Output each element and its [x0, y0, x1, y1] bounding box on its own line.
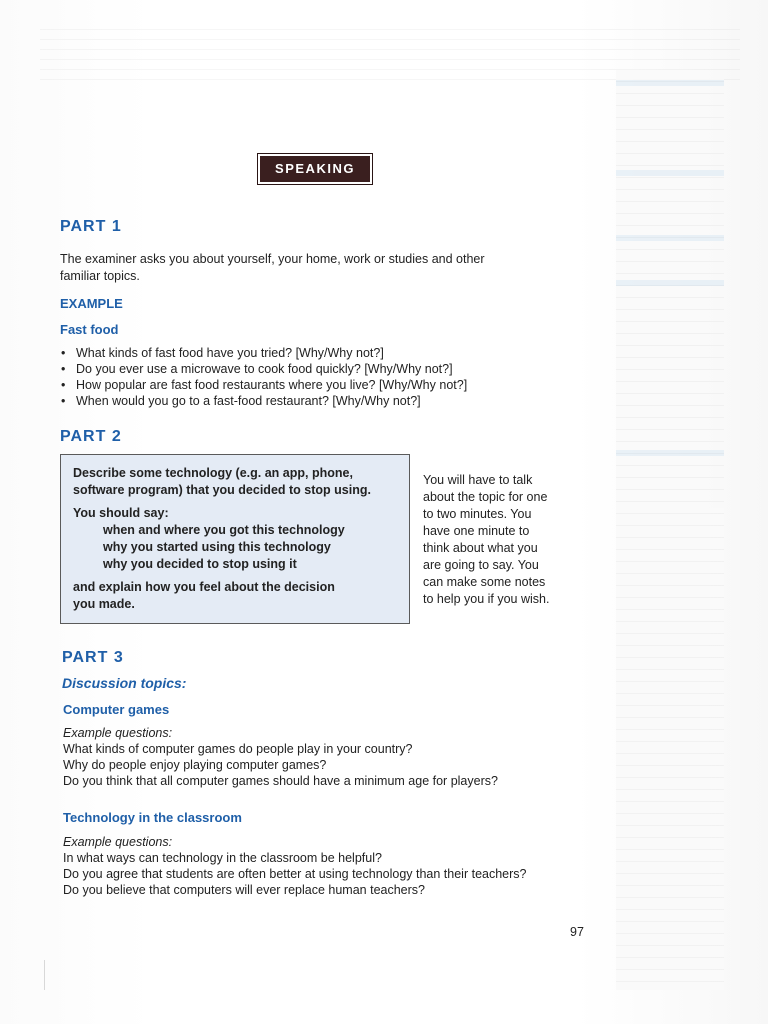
example-questions-label: Example questions: [63, 835, 173, 849]
example-questions-label: Example questions: [63, 726, 173, 740]
part1-topic: Fast food [60, 322, 119, 337]
cue-card-explain-line-1: and explain how you feel about the decision [73, 580, 335, 594]
part3-question: What kinds of computer games do people play in your country? [63, 742, 413, 756]
side-note-line: to help you if you wish. [423, 592, 550, 606]
side-note-line: You will have to talk [423, 473, 533, 487]
page-number: 97 [570, 925, 584, 939]
list-item: • How popular are fast food restaurants where you live? [Why/Why not?] [60, 377, 467, 393]
part3-question: Why do people enjoy playing computer games? [63, 758, 327, 772]
cue-card-point: why you started using this technology [103, 540, 331, 554]
part1-intro-line-1: The examiner asks you about yourself, your home, work or studies and other [60, 252, 485, 266]
part3-question: Do you think that all computer games should have a minimum age for players? [63, 774, 498, 788]
side-note-line: about the topic for one [423, 490, 548, 504]
topic-title-computer-games: Computer games [63, 702, 170, 717]
side-note-line: to two minutes. You [423, 507, 532, 521]
cue-card-point: why you decided to stop using it [103, 557, 297, 571]
part2-side-note [423, 472, 573, 608]
list-item: • What kinds of fast food have you tried? [Why/Why not?] [60, 345, 467, 361]
example-label: EXAMPLE [60, 296, 123, 311]
list-item: • When would you go to a fast-food restaurant? [Why/Why not?] [60, 393, 467, 409]
side-note-line: have one minute to [423, 524, 530, 538]
part1-question-list [60, 345, 467, 409]
list-item: • Do you ever use a microwave to cook food quickly? [Why/Why not?] [60, 361, 467, 377]
part3-heading: PART 3 [62, 649, 124, 666]
part1-heading: PART 1 [60, 218, 122, 235]
cue-card [60, 454, 410, 624]
part2-heading: PART 2 [60, 428, 122, 445]
part3-question: Do you believe that computers will ever replace human teachers? [63, 883, 425, 897]
cue-card-should-say: You should say: [73, 506, 169, 520]
topic-title-technology-classroom: Technology in the classroom [63, 810, 242, 825]
discussion-topics-label: Discussion topics: [62, 675, 187, 691]
cue-card-task-line-1: Describe some technology (e.g. an app, phone, [73, 466, 353, 480]
part1-intro-line-2: familiar topics. [60, 269, 140, 283]
right-margin-strip [616, 70, 724, 990]
cue-card-point: when and where you got this technology [103, 523, 345, 537]
margin-mark [44, 960, 45, 990]
side-note-line: can make some notes [423, 575, 546, 589]
part3-question: Do you agree that students are often better at using technology than their teachers? [63, 867, 527, 881]
cue-card-task-line-2: software program) that you decided to stop using. [73, 483, 371, 497]
part3-question: In what ways can technology in the classroom be helpful? [63, 851, 382, 865]
side-note-line: think about what you [423, 541, 538, 555]
cue-card-explain-line-2: you made. [73, 597, 135, 611]
side-note-line: are going to say. You [423, 558, 539, 572]
section-badge: SPEAKING [260, 156, 370, 182]
